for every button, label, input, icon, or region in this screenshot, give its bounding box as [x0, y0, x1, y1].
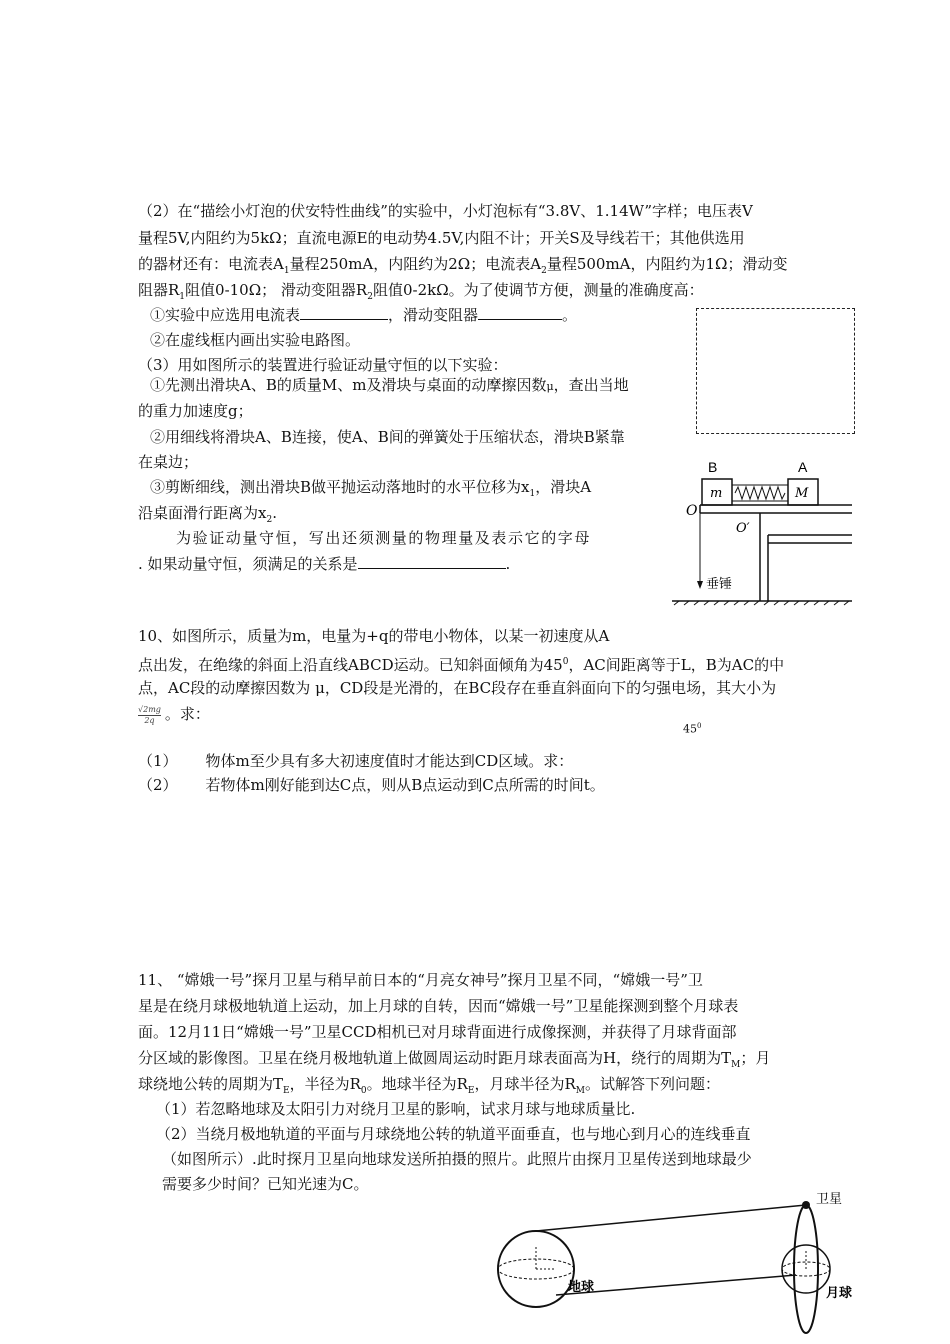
- q9-p3-step2-cont: 在桌边；: [138, 453, 199, 471]
- label-O: O: [686, 503, 698, 519]
- q11-sub2-line1: （2）当绕月极地轨道的平面与月球绕地公转的轨道平面垂直，也与地心到月心的连线垂直: [156, 1125, 751, 1143]
- q9-p3-step3: ③剪断细线，测出滑块B做平抛运动落地时的水平位移为$x_1$，滑块A: [150, 478, 592, 499]
- q9-item1: ①实验中应选用电流表 ，滑动变阻器 。: [150, 306, 578, 324]
- q9-p3-step2: ②用细线将滑块A、B连接，使A、B间的弹簧处于压缩状态，滑块B紧靠: [150, 428, 625, 446]
- circuit-drawing-box[interactable]: [696, 308, 855, 434]
- q9-p2-line3: 的器材还有：电流表$A_1$量程250mA，内阻约为2Ω；电流表$A_2$量程500mA，内阻约为1Ω；滑动变: [138, 255, 788, 276]
- q9-p3-question1: 为验证动量守恒，写出还须测量的物理量及表示它的字母: [176, 529, 592, 547]
- q9-p3-question2: . 如果动量守恒，须满足的关系是 .: [138, 555, 511, 573]
- q9-item2: ②在虚线框内画出实验电路图。: [150, 331, 361, 349]
- label-earth: 地球: [568, 1280, 595, 1295]
- field-magnitude-fraction: $\frac{√2mg}{2q}$: [138, 704, 161, 725]
- earth-moon-satellite-figure: [490, 1185, 860, 1340]
- label-M: M: [795, 486, 809, 501]
- label-m: m: [710, 486, 723, 501]
- satellite-dot: [802, 1201, 810, 1209]
- q9-p2-line1: （2）在“描绘小灯泡的伏安特性曲线”的实验中，小灯泡标有“3.8V、1.14W”字样；电压表V: [138, 202, 753, 220]
- q9-p2-line4: 阻器$R_1$阻值0-10Ω； 滑动变阻器$R_2$阻值0-2kΩ。为了使调节方便，测量的准确度高：: [138, 281, 704, 302]
- q11-sub2-line2: （如图所示）.此时探月卫星向地球发送所拍摄的照片。此照片由探月卫星传送到地球最少: [162, 1150, 752, 1168]
- label-B: B: [708, 459, 718, 475]
- label-satellite: 卫星: [816, 1192, 843, 1207]
- q11-line5: 球绕地公转的周期为$T_E$，半径为$R_0$。地球半径为$R_E$，月球半径为$R_M$。试解答下列问题：: [138, 1075, 721, 1096]
- spring: [735, 487, 785, 499]
- label-plumb-weight: 垂锤: [706, 577, 733, 592]
- answer-blank-ammeter[interactable]: [300, 305, 388, 320]
- q9-p3-step1: ①先测出滑块A、B的质量M、m及滑块与桌面的动摩擦因数μ，查出当地: [150, 376, 629, 394]
- q10-line2: 点出发，在绝缘的斜面上沿直线ABCD运动。已知斜面倾角为$45^0$，AC间距离等于L，B为AC的中: [138, 656, 785, 674]
- q11-sub1: （1）若忽略地球及太阳引力对绕月卫星的影响，试求月球与地球质量比.: [156, 1100, 636, 1118]
- q9-p3-intro: （3）用如图所示的装置进行验证动量守恒的以下实验：: [138, 356, 508, 374]
- q10-line3: 点，AC段的动摩擦因数为 μ，CD段是光滑的，在BC段存在垂直斜面向下的匀强电场，其大小为: [138, 679, 777, 697]
- q9-p3-step1-cont: 的重力加速度g；: [138, 402, 253, 420]
- q11-line1: 11、 “嫦娥一号”探月卫星与稍早前日本的“月亮女神号”探月卫星不同，“嫦娥一号”卫: [138, 971, 703, 989]
- answer-blank-rheostat[interactable]: [478, 305, 562, 320]
- q10-sub2: （2） 若物体m刚好能到达C点，则从B点运动到C点所需的时间t。: [138, 776, 605, 794]
- q9-p3-step3-cont: 沿桌面滑行距离为$x_2$.: [138, 504, 277, 525]
- q11-sub2-line3: 需要多少时间？已知光速为C。: [162, 1175, 369, 1193]
- incline-angle-label: $45^0$: [683, 722, 702, 736]
- label-O-prime: O′: [736, 521, 750, 536]
- q11-line2: 星是在绕月球极地轨道上运动，加上月球的自转，因而“嫦娥一号”卫星能探测到整个月球表: [138, 997, 739, 1015]
- signal-line-top: [536, 1205, 806, 1231]
- q10-sub1: （1） 物体m至少具有多大初速度值时才能达到CD区域。求：: [138, 752, 574, 770]
- q11-line4: 分区域的影像图。卫星在绕月极地轨道上做圆周运动时距月球表面高为H，绕行的周期为$T_M$；月: [138, 1049, 771, 1070]
- label-A: A: [798, 459, 808, 475]
- answer-blank-relation[interactable]: [358, 554, 506, 569]
- q10-line4: $\frac{√2mg}{2q}$ 。求：: [138, 704, 210, 725]
- q11-line3: 面。12月11日“嫦娥一号”卫星CCD相机已对月球背面进行成像探测，并获得了月球背面部: [138, 1023, 737, 1041]
- momentum-apparatus-figure: [672, 455, 852, 605]
- q10-line1: 10、如图所示，质量为m，电量为+q的带电小物体，以某一初速度从A: [138, 627, 610, 645]
- label-moon: 月球: [826, 1286, 853, 1301]
- q9-p2-line2: 量程5V,内阻约为5kΩ；直流电源E的电动势4.5V,内阻不计；开关S及导线若干；其他供选用: [138, 229, 745, 247]
